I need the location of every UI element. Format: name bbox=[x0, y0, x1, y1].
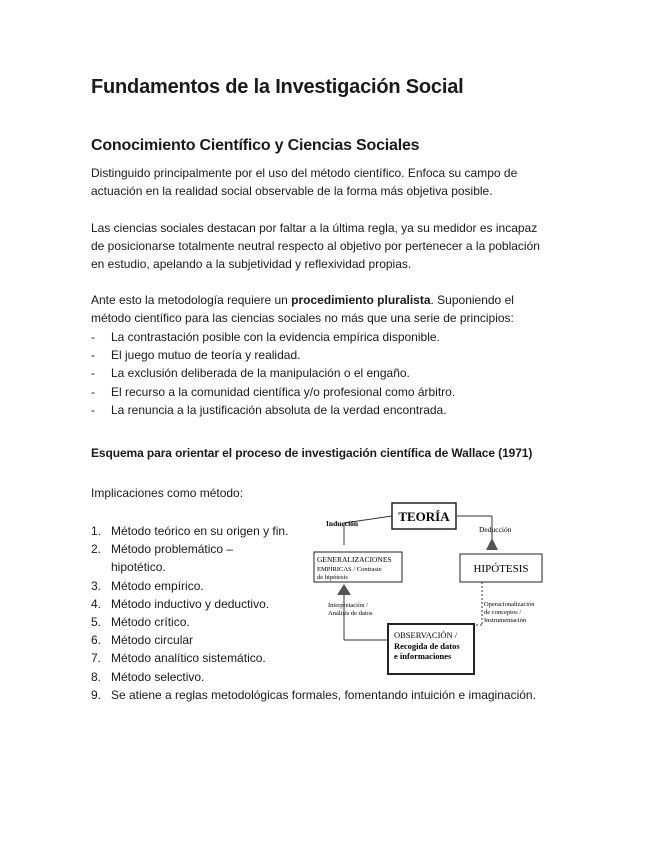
list-number: 8. bbox=[91, 669, 102, 684]
teoria-box bbox=[392, 503, 456, 529]
list-item-text: El juego mutuo de teoría y realidad. bbox=[111, 348, 301, 363]
induccion-label: Inducción bbox=[326, 519, 359, 528]
section-heading-conocimiento: Conocimiento Científico y Ciencias Sociales bbox=[91, 137, 420, 154]
list-item-text: La renuncia a la justificación absoluta de la verdad encontrada. bbox=[111, 402, 447, 417]
generalizaciones-box bbox=[314, 552, 402, 582]
interpretacion-label: Análisis de datos bbox=[328, 610, 373, 617]
list-item-text: La contrastación posible con la evidencia empírica disponible. bbox=[111, 330, 440, 344]
paragraph-2 bbox=[91, 219, 571, 274]
list-number: 3. bbox=[91, 578, 102, 593]
wallace-cycle-diagram bbox=[312, 500, 574, 680]
list-number: 7. bbox=[91, 651, 102, 666]
deduccion-label: Deducción bbox=[479, 525, 512, 534]
list-item-text: Método crítico. bbox=[111, 615, 190, 630]
generalizaciones-label: GENERALIZACIONES bbox=[317, 555, 392, 564]
paragraph-1-line: actuación en la realidad social observable de la forma más objetiva posible. bbox=[91, 184, 493, 199]
implicaciones-intro: Implicaciones como método: bbox=[91, 486, 244, 500]
principles-list bbox=[91, 328, 455, 419]
list-item-text: Método problemático – bbox=[111, 542, 234, 557]
list-number: 2. bbox=[91, 542, 102, 557]
paragraph-1 bbox=[91, 164, 571, 200]
generalizaciones-label: EMPÍRICAS / Contraste bbox=[317, 566, 382, 573]
list-item bbox=[91, 401, 455, 419]
observacion-box bbox=[388, 624, 474, 674]
list-item-text: Método empírico. bbox=[111, 578, 204, 593]
list-dash: - bbox=[91, 330, 95, 344]
list-item bbox=[91, 383, 455, 401]
list-item bbox=[91, 686, 536, 704]
list-dash: - bbox=[91, 366, 95, 381]
observacion-label: Recogida de datos bbox=[394, 641, 460, 651]
section-heading-esquema: Esquema para orientar el proceso de investigación científica de Wallace (1971) bbox=[91, 446, 533, 460]
list-item-text: Método circular bbox=[111, 633, 194, 648]
list-item bbox=[91, 346, 455, 364]
page-title: Fundamentos de la Investigación Social bbox=[91, 76, 464, 98]
teoria-label: TEORÍA bbox=[398, 509, 450, 524]
interpretacion-arrow-icon bbox=[337, 584, 351, 595]
interpretacion-label: Interpretación / bbox=[328, 602, 368, 609]
list-number: 1. bbox=[91, 524, 102, 538]
list-item-text: Método teórico en su origen y fin. bbox=[111, 524, 289, 538]
list-number: 4. bbox=[91, 596, 102, 611]
list-item-text: Método selectivo. bbox=[111, 669, 205, 684]
list-dash: - bbox=[91, 384, 95, 399]
paragraph-3 bbox=[91, 291, 571, 327]
generalizaciones-label: de hipótesis bbox=[317, 574, 348, 581]
paragraph-3-line bbox=[91, 291, 571, 309]
list-dash: - bbox=[91, 348, 95, 363]
list-item bbox=[91, 364, 455, 382]
list-number: 5. bbox=[91, 615, 102, 630]
list-item-text: hipotético. bbox=[111, 560, 166, 575]
list-number: 9. bbox=[91, 687, 102, 702]
list-number: 6. bbox=[91, 633, 102, 648]
paragraph-1-line: Distinguido principalmente por el uso del método científico. Enfoca su campo de bbox=[91, 166, 518, 180]
paragraph-3-line: método científico para las ciencias sociales no más que una serie de principios: bbox=[91, 311, 514, 326]
paragraph-3-text: . Suponiendo el bbox=[430, 293, 514, 307]
deduccion-arrow-icon bbox=[486, 538, 498, 550]
list-item-text: Método inductivo y deductivo. bbox=[111, 596, 270, 611]
list-item-text: Se atiene a reglas metodológicas formales, fomentando intuición e imaginación. bbox=[111, 687, 536, 702]
hipotesis-box bbox=[460, 554, 542, 582]
paragraph-2-line: Las ciencias sociales destacan por faltar a la última regla, ya su medidor es incapaz bbox=[91, 221, 538, 235]
list-item-text: El recurso a la comunidad científica y/o profesional como árbitro. bbox=[111, 384, 456, 399]
operacionalizacion-label: Operacionalización bbox=[484, 601, 535, 608]
paragraph-2-line: de posicionarse totalmente neutral respecto al objetivo por pertenecer a la población bbox=[91, 239, 540, 254]
list-item-text: Método analítico sistemático. bbox=[111, 651, 266, 666]
list-item bbox=[91, 328, 455, 346]
list-item-text: La exclusión deliberada de la manipulación o el engaño. bbox=[111, 366, 410, 381]
hipotesis-label: HIPÓTESIS bbox=[473, 563, 529, 575]
operacionalizacion-label: de conceptos / bbox=[484, 609, 522, 616]
observacion-label: OBSERVACIÓN / bbox=[394, 630, 458, 640]
paragraph-3-text: Ante esto la metodología requiere un bbox=[91, 293, 292, 307]
procedimiento-pluralista-emphasis: procedimiento pluralista bbox=[291, 293, 431, 307]
observacion-label: e informaciones bbox=[394, 651, 452, 661]
list-dash: - bbox=[91, 402, 95, 417]
paragraph-2-line: en estudio, apelando a la subjetividad y reflexividad propias. bbox=[91, 257, 412, 272]
operacionalizacion-label: Instrumentación bbox=[484, 617, 527, 624]
